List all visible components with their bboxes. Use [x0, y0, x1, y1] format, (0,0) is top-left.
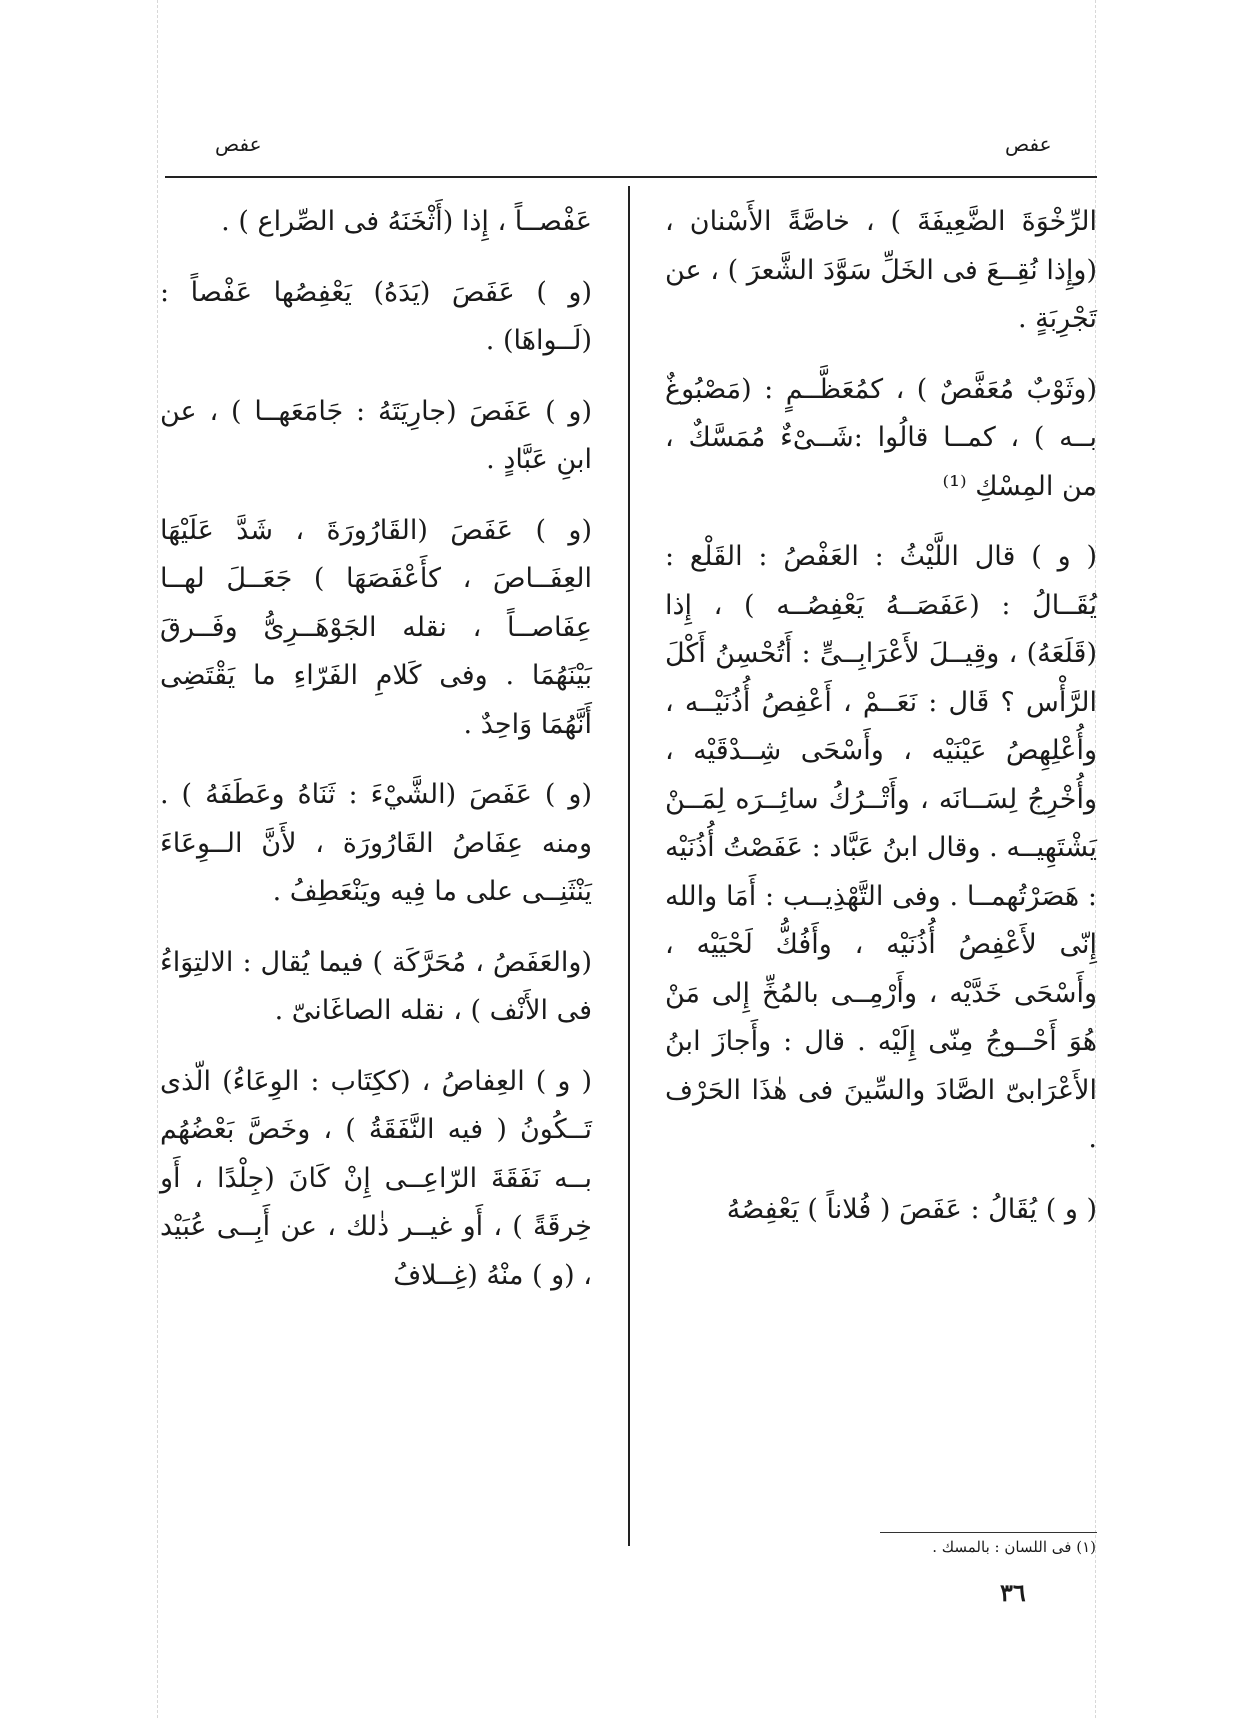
column-divider	[628, 186, 630, 1546]
header-rule	[165, 176, 1097, 178]
entry-paragraph: (و ) عَفَصَ (يَدَهُ) يَعْفِصُها عَفْصاً : (لَــواهَا) .	[160, 276, 592, 356]
margin-guide-left	[157, 0, 158, 1718]
page-number: ٣٦	[1000, 1578, 1026, 1607]
entry-paragraph: الرِّخْوَةَ الضَّعِيفَةَ ) ، خاصَّةً الأَسْنان ، (وإِذا نُقِــعَ فى الخَلِّ سَوَّدَ الشَّعرَ ) ، عن تَجْرِبَةٍ .	[665, 206, 1097, 334]
entry-paragraph: عَفْصــاً ، إِذا (أَثْخَنَهُ فى الصِّراع ) .	[221, 206, 592, 237]
entry-paragraph: ( و ) العِفاصُ ، (ككِتَاب : الوِعَاءُ) الّذى تَــكُونُ ( فيه النَّفَقَةُ ) ، وخَصَّ بَعْضُهُم بــه نَفَقَةَ الرّاعِــى إِنْ كَانَ (جِلْدًا ، أَو خِرقَةً ) ، أَو غيــر ذٰلك ، عن أَبِــى عُبَيْد ، (و ) منْهُ (غِــلافُ	[160, 1065, 592, 1291]
entry-paragraph: (والعَفَصُ ، مُحَرَّكَة ) فيما يُقال : الالتِوَاءُ فى الأَنْف ) ، نقله الصاغَانىّ .	[160, 946, 592, 1026]
entry-paragraph: (و ) عَفَصَ (جارِيَتَهُ : جَامَعَهــا ) ، عن ابنِ عَبَّادٍ .	[160, 395, 592, 475]
entry-paragraph: (و ) عَفَصَ (الشَّيْءَ : ثَنَاهُ وعَطَفَهُ ) . ومنه عِفَاصُ القَارُورَة ، لأَنَّ الــوِعَاءَ يَنْثَنِــى على ما فِيه ويَنْعَطِفُ .	[160, 779, 592, 907]
entry-paragraph: (وثَوْبٌ مُعَفَّصٌ ) ، كمُعَظَّــمٍ : (مَصْبُوغٌ بــه ) ، كمــا قالُوا :شَــىْءٌ مُمَسَّكٌ ، من المِسْكِ ⁽¹⁾	[665, 373, 1097, 502]
entry-paragraph: ( و ) قال اللَّيْثُ : العَفْصُ : القَلْع : يُقَــالُ : (عَفَصَــهُ يَعْفِصُــه ) ، إِذا (قَلَعَهُ) ، وقِيــلَ لأَعْرَابِــىٍّ : أَتُحْسِنُ أَكْلَ الرَّأْس ؟ قَال : نَعَــمْ ، أَعْفِصُ أُذُنَيْــه ، وأُعْلِهِصُ عَيْنَيْه ، وأَسْحَى شِــدْقَيْه ، وأُخْرِجُ لِسَــانَه ، وأَتْــرُكُ سائِــرَه لِمَــنْ يَشْتَهِيــه . وقال ابنُ عَبَّاد : عَفَصْتُ أُذُنَيْه : هَصَرْتُهمــا . وفى التَّهْذِيــب : أَمَا والله إِنّى لأَعْفِصُ أُذُنَيْه ، وأَفُكُّ لَحْيَيْه ، وأَسْحَى خَدَّيْه ، وأَرْمِــى بالمُخِّ إِلى مَنْ هُوَ أَحْــوجُ مِنّى إِلَيْه . قال : وأَجازَ ابنُ الأَعْرَابىّ الصَّادَ والسِّينَ فى هٰذَا الحَرْف .	[665, 541, 1097, 1154]
running-header-right: عفص	[1005, 132, 1052, 156]
right-column	[665, 198, 1097, 1256]
entry-paragraph: (و ) عَفَصَ (القَارُورَةَ ، شَدَّ عَلَيْهَا العِفَــاصَ ، كأَعْفَصَهَا ) جَعَــلَ لهــا عِفَاصــاً ، نقله الجَوْهَــرِىُّ وفَــرقَ بَيْنَهُمَا . وفى كَلامِ الفَرّاءِ ما يَقْتَضِى أَنَّهُمَا وَاحِدٌ .	[160, 514, 592, 740]
entry-paragraph: ( و ) يُقَالُ : عَفَصَ ( فُلاناً ) يَعْفِصُهُ	[726, 1193, 1097, 1225]
footnote: (١) فى اللسان : بالمسك .	[932, 1538, 1096, 1556]
running-header-left: عفص	[215, 132, 262, 156]
footnote-rule	[880, 1532, 1097, 1533]
left-column	[160, 198, 592, 1304]
